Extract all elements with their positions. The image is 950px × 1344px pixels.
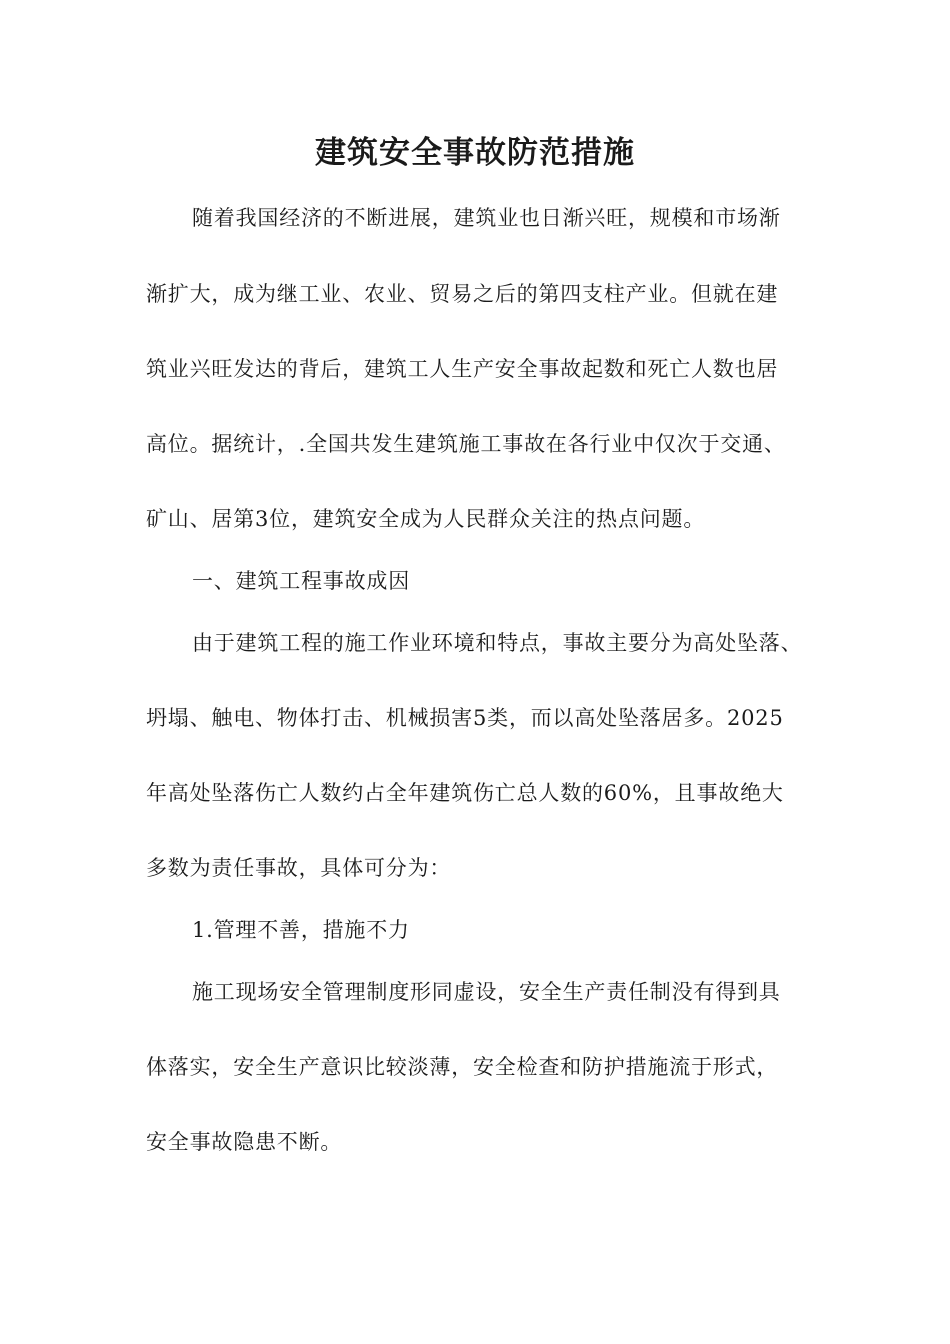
management-line-3: 安全事故隐患不断。 <box>146 1130 343 1154</box>
causes-line-4: 多数为责任事故，具体可分为： <box>146 856 452 880</box>
causes-line-3: 年高处坠落伤亡人数约占全年建筑伤亡总人数的60%，且事故绝大 <box>146 781 784 805</box>
causes-line-1: 由于建筑工程的施工作业环境和特点，事故主要分为高处坠落、 <box>192 631 803 655</box>
intro-line-1: 随着我国经济的不断进展，建筑业也日渐兴旺，规模和市场渐 <box>192 206 781 230</box>
causes-line-2: 坍塌、触电、物体打击、机械损害5类，而以高处坠落居多。2025 <box>146 706 784 730</box>
intro-line-3: 筑业兴旺发达的背后，建筑工人生产安全事故起数和死亡人数也居 <box>146 357 779 381</box>
management-line-2: 体落实，安全生产意识比较淡薄，安全检查和防护措施流于形式， <box>146 1055 779 1079</box>
document-title: 建筑安全事故防范措施 <box>315 135 635 171</box>
intro-line-4: 高位。据统计，.全国共发生建筑施工事故在各行业中仅次于交通、 <box>146 432 786 456</box>
intro-line-5: 矿山、居第3位，建筑安全成为人民群众关注的热点问题。 <box>146 507 706 531</box>
management-line-1: 施工现场安全管理制度形同虚设，安全生产责任制没有得到具 <box>192 980 781 1004</box>
intro-line-2: 渐扩大，成为继工业、农业、贸易之后的第四支柱产业。但就在建 <box>146 282 779 306</box>
section-heading-1: 一、建筑工程事故成因 <box>192 569 410 593</box>
subsection-heading-1: 1.管理不善，措施不力 <box>192 918 410 942</box>
